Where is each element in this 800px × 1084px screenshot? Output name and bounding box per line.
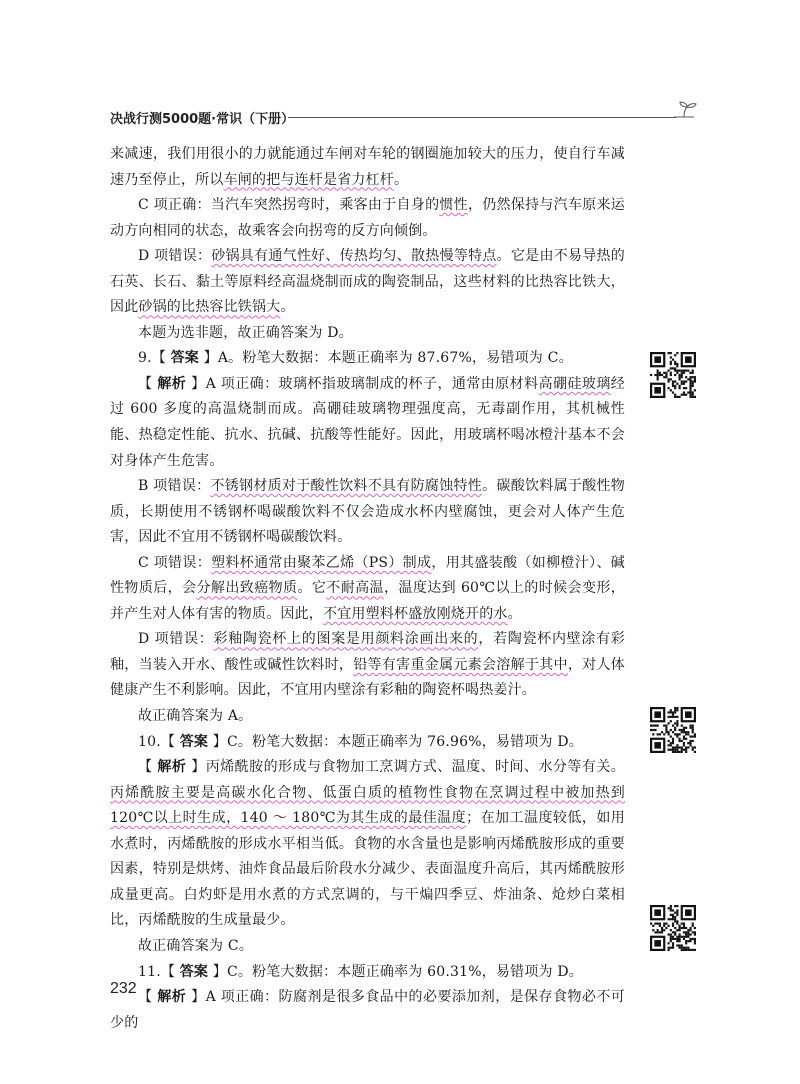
underlined-key-point: 彩釉陶瓷杯上的图案是用颜料涂画出来的: [213, 631, 479, 648]
paragraph: [110, 551, 625, 628]
text-run: 】A 项正确：玻璃杯指玻璃制成的杯子，通常由原材料: [186, 375, 539, 392]
text-run: 。: [507, 605, 522, 622]
text-run: D 项错误：: [138, 248, 212, 265]
text-run: 来减速，我们用很小的力就能通过车闸对车轮的钢圈施加较大的压力，使自行车减速乃至停止，所以: [110, 146, 625, 188]
text-run: B 项错误：: [138, 478, 211, 495]
underlined-key-point: 不耐高温: [326, 580, 384, 597]
text-run: C 项错误：: [138, 554, 212, 571]
text-run: 本题为选非题，故正确答案为 D。: [138, 324, 353, 341]
underlined-key-point: 分解出致癌物质: [196, 580, 298, 597]
underlined-key-point: 塑料杯通常由聚苯乙烯（PS）制成: [211, 554, 432, 571]
bold-label: 答案: [179, 733, 209, 750]
text-run: 10.【: [138, 733, 180, 750]
text-run: ；在加工温度较低，如用水煮时，丙烯酰胺的形成水平相当低。食物的水含量也是影响丙烯酰胺形成的重要因素，特别是烘烤、油炸食品最后阶段水分减少、表面温度升高后，其丙烯酰胺形成量更高。白灼虾是用水煮的方式烹调的，与干煸四季豆、炸油条、炝炒白菜相比，丙烯酰胺的生成量最少。: [110, 810, 625, 929]
paragraph: [110, 372, 625, 474]
text-run: 11.【: [138, 963, 180, 980]
text-run: 【: [138, 989, 158, 1006]
text-run: 。它: [297, 580, 327, 597]
paragraph: [110, 346, 625, 372]
paragraph: [110, 704, 625, 730]
text-run: 故正确答案为 A。: [138, 708, 253, 725]
paragraph: [110, 627, 625, 704]
body-text: [110, 142, 625, 1036]
text-run: 【: [138, 759, 158, 776]
underlined-key-point: 不锈钢材质对于酸性饮料不具有防腐蚀特性: [210, 478, 483, 495]
text-run: 。: [394, 171, 409, 188]
bold-label: 解析: [157, 759, 187, 776]
paragraph: [110, 985, 625, 1036]
text-run: 】C。粉笔大数据：本题正确率为 60.31%，易错项为 D。: [208, 963, 583, 980]
paragraph: [110, 960, 625, 986]
text-run: ，温度达到 60℃以上的时候会变形，并产生对人体有害的物质。因此，: [110, 580, 626, 622]
underlined-key-point: 砂锅具有通气性好、传热均匀、散热慢等特点: [211, 248, 497, 265]
text-run: 】丙烯酰胺的形成与食物加工烹调方式、温度、时间、水分等有关。: [186, 759, 625, 776]
paragraph: [110, 755, 625, 934]
qr-code-question-9[interactable]: [650, 352, 696, 398]
paragraph: [110, 244, 625, 321]
text-run: 】C。粉笔大数据：本题正确率为 76.96%，易错项为 D。: [208, 733, 583, 750]
underlined-key-point: 砂锅的比热容比铁锅大: [138, 299, 281, 316]
paragraph: [110, 142, 625, 193]
text-run: 9.【: [138, 350, 171, 367]
underlined-key-point: 惯性: [439, 197, 468, 214]
text-run: 故正确答案为 C。: [138, 937, 253, 954]
text-run: 】A 项正确：防腐剂是很多食品中的必要添加剂，是保存食物必不可少的: [110, 989, 625, 1031]
text-run: ，仍然保持与汽车原来运动方向相同的状态，故乘客会向拐弯的反方向倾倒。: [110, 197, 626, 239]
paragraph: [110, 730, 625, 756]
underlined-key-point: 铅等有害重金属元素会溶解于其中: [353, 656, 568, 673]
page-number: 232: [110, 980, 137, 997]
text-run: 【: [138, 375, 158, 392]
bold-label: 解析: [157, 989, 187, 1006]
text-run: D 项错误：: [138, 631, 214, 648]
underlined-key-point: 不宜用塑料杯盛放刚烧开的水: [323, 605, 508, 622]
bold-label: 答案: [179, 963, 209, 980]
text-run: 。它是由不易导热的石英、长石、黏土等原料经高温烧制而成的陶瓷制品，这些材料的比热容比铁大，因此: [110, 248, 626, 316]
bold-label: 解析: [157, 375, 187, 392]
bold-label: 答案: [170, 350, 200, 367]
paragraph: [110, 934, 625, 960]
qr-code-question-11[interactable]: [650, 905, 696, 951]
text-run: ，对人体健康产生不利影响。因此，不宜用内壁涂有彩釉的陶瓷杯喝热姜汁。: [110, 656, 625, 699]
text-run: 。: [280, 299, 295, 316]
text-run: 经过 600 多度的高温烧制而成。高硼硅玻璃物理强度高，无毒副作用，其机械性能、热稳定性能、抗水、抗碱、抗酸等性能好。因此，用玻璃杯喝冰橙汁基本不会对身体产生危害。: [110, 375, 625, 469]
header-rule: [288, 117, 676, 118]
sprout-icon: [670, 100, 700, 120]
book-title: 决战行测5000题·常识（下册）: [110, 112, 295, 127]
text-run: 】A。粉笔大数据：本题正确率为 87.67%，易错项为 C。: [199, 350, 573, 367]
underlined-key-point: 高硼硅玻璃: [538, 375, 611, 392]
text-run: C 项正确：当汽车突然拐弯时，乘客由于自身的: [138, 197, 440, 214]
text-run: 。碳酸饮料属于酸性物质，长期使用不锈钢杯喝碳酸饮料不仅会造成水杯内壁腐蚀，更会对人体产生危害，因此不宜用不锈钢杯喝碳酸饮料。: [110, 478, 625, 546]
page-header: [110, 100, 700, 130]
paragraph: [110, 193, 625, 244]
text-run: ，用其盛装酸（如柳橙汁）、碱性物质后，会: [110, 554, 625, 597]
paragraph: [110, 321, 625, 347]
underlined-key-point: 丙烯酰胺主要是高碳水化合物、低蛋白质的植物性食物在烹调过程中被加热到 120℃以上时生成，140 ～ 180℃为其生成的最佳温度: [110, 784, 625, 827]
underlined-key-point: 车闸的把与连杆是省力杠杆: [223, 171, 395, 188]
text-run: ，若陶瓷杯内壁涂有彩釉，当装入开水、酸性或碱性饮料时，: [110, 631, 626, 673]
paragraph: [110, 474, 625, 551]
qr-code-question-10[interactable]: [650, 707, 696, 753]
